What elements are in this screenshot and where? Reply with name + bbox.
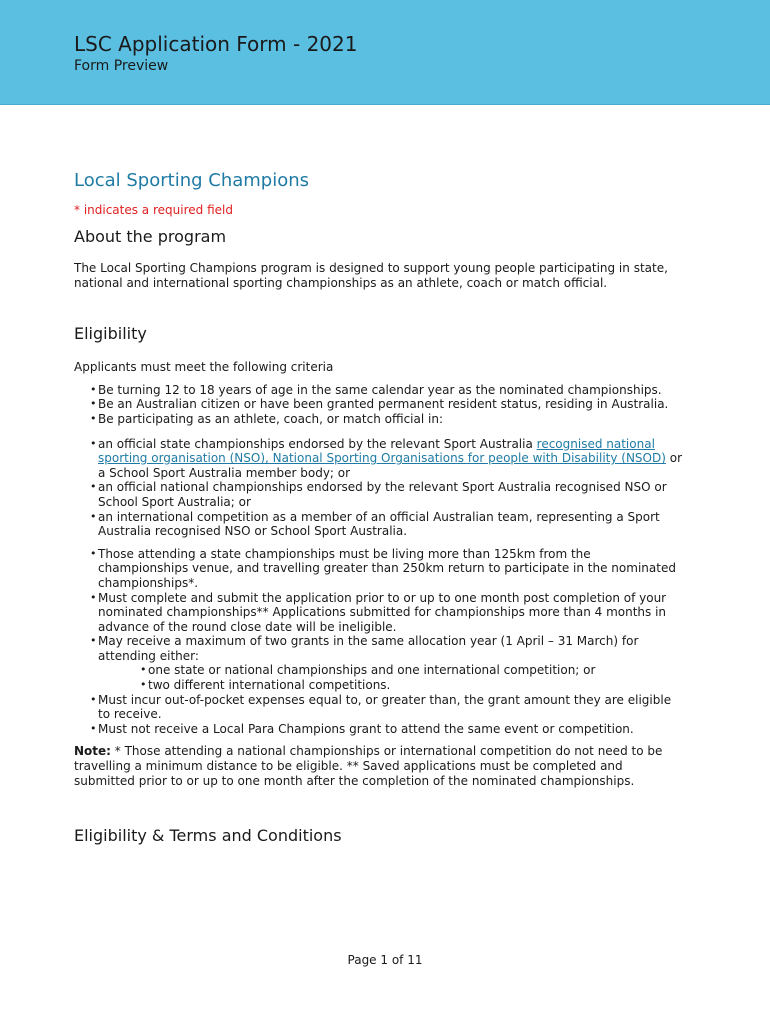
list-item: • May receive a maximum of two grants in the same allocation year (1 April – 31 March) for attending either: [98,634,684,663]
criteria-list [74,383,684,427]
page-subtitle: Form Preview [74,58,169,74]
note-label: Note: [74,744,111,759]
list-item: • one state or national championships and one international competition; or [148,663,684,678]
eligibility-intro: Applicants must meet the following criteria [74,360,334,375]
conditions-list-continued [74,693,684,737]
about-heading: About the program [74,227,227,246]
eligibility-heading: Eligibility [74,324,147,344]
nso-link[interactable]: recognised national sporting organisation (NSO), National Sporting Organisations for people with Disability (NSOD) [98,436,666,466]
list-item: • Be an Australian citizen or have been granted permanent resident status, residing in Australia. [98,397,684,412]
list-item: • Must incur out-of-pocket expenses equal to, or greater than, the grant amount they are eligible to receive. [98,693,684,722]
list-item: • an official national championships endorsed by the relevant Sport Australia recognised NSO or School Sport Australia; or [98,480,684,509]
list-item [98,437,684,481]
list-item: • Be turning 12 to 18 years of age in the same calendar year as the nominated championships. [98,383,684,398]
list-item: • Be participating as an athlete, coach, or match official in: [98,412,684,427]
note-text: * Those attending a national championships or international competition do not need to be travelling a minimum distance to be eligible. ** Saved applications must be completed and submitted prior to or up to one month after the completion of the nominated championships. [74,744,663,788]
eligibility-note [74,744,684,788]
page-number: Page 1 of 11 [347,953,423,967]
required-field-note: * indicates a required field [74,203,233,217]
list-item: • Must complete and submit the application prior to or up to one month post completion of your nominated championships** Applications submitted for championships more than 4 months in advance of the round close date will be ineligible. [98,591,684,635]
competition-types-list [74,437,684,539]
page-header [0,0,770,105]
page-title: LSC Application Form - 2021 [74,32,358,56]
conditions-list [74,547,684,664]
list-item: • Must not receive a Local Para Champions grant to attend the same event or competition. [98,722,684,737]
list-item: • an international competition as a member of an official Australian team, representing a Sport Australia recognised NSO or School Sport Australia. [98,510,684,539]
form-title: Local Sporting Champions [74,170,310,191]
grant-options-list [74,663,684,692]
terms-heading: Eligibility & Terms and Conditions [74,826,342,846]
list-item: • two different international competitions. [148,678,684,693]
list-item-text: an official state championships endorsed by the relevant Sport Australia [98,436,537,451]
about-text: The Local Sporting Champions program is designed to support young people participating in state, national and international sporting championships as an athlete, coach or match official. [74,261,668,290]
list-item: • Those attending a state championships must be living more than 125km from the championships venue, and travelling greater than 250km return to participate in the nominated championships*. [98,547,684,591]
list-item-text: or a School Sport Australia member body; or [98,451,683,480]
form-content [74,170,684,845]
